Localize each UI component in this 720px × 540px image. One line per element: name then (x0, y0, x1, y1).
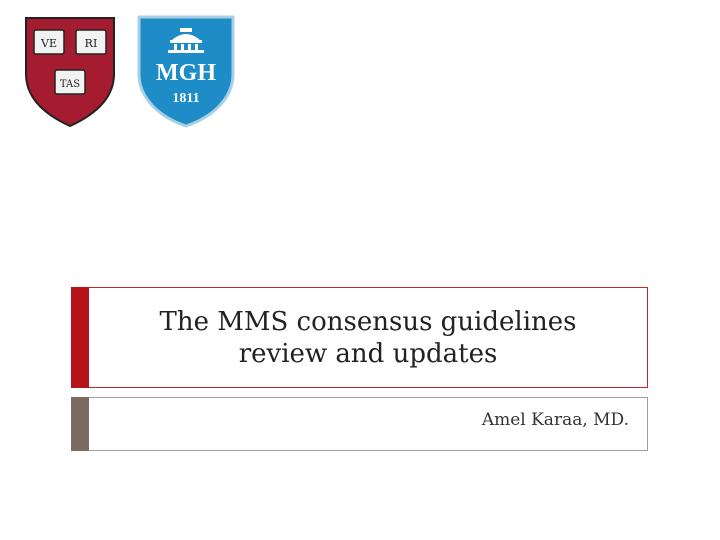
subtitle-accent-bar (71, 397, 89, 451)
title-accent-bar (71, 287, 89, 388)
harvard-book-text-1: VE (41, 37, 57, 50)
slide-subtitle: Amel Karaa, MD. (481, 410, 629, 430)
mgh-logo-name: MGH (156, 60, 216, 86)
slide-title-line-2: review and updates (238, 338, 498, 369)
harvard-shield-logo (22, 16, 118, 128)
harvard-book-text-3: TAS (59, 79, 81, 90)
subtitle-box (71, 397, 648, 451)
slide-title-line-1: The MMS consensus guidelines (159, 306, 577, 337)
title-box (71, 287, 648, 388)
harvard-book-text-2: RI (84, 37, 98, 50)
slide-title (89, 288, 647, 387)
mgh-shield-logo (136, 14, 236, 128)
mgh-logo-year: 1811 (172, 91, 200, 106)
